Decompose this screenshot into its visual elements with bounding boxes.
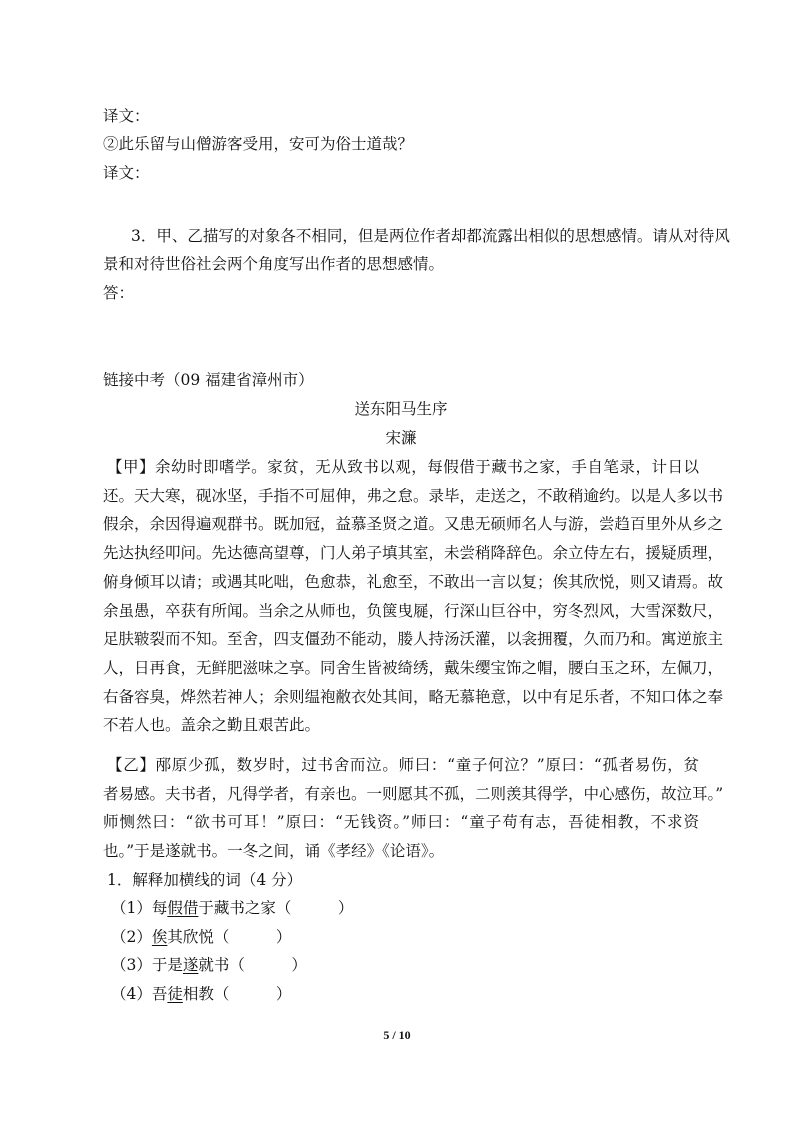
question-3-line-1: 3．甲、乙描写的对象各不相同，但是两位作者却都流露出相似的思想感情。请从对待风	[131, 227, 730, 245]
item-prefix: （2）	[111, 927, 152, 946]
question-2-item-2: ②此乐留与山僧游客受用，安可为俗士道哉？	[103, 135, 414, 153]
passage-title: 送东阳马生序	[354, 400, 448, 418]
item-prefix: （4）吾	[111, 985, 168, 1004]
passage-jia-line: 先达执经叩问。先达德高望尊，门人弟子填其室，未尝稍降辞色。余立侍左右，援疑质理，	[103, 544, 724, 563]
underlined-word: 遂	[182, 956, 199, 975]
item-suffix: 就书（ ）	[198, 956, 307, 975]
question-1-item	[111, 955, 307, 975]
passage-jia-line: 还。天大寒，砚冰坚，手指不可屈伸，弗之怠。录毕，走送之，不敢稍逾约。以是人多以书	[103, 486, 724, 505]
underlined-word: 徒	[167, 985, 183, 1004]
passage-jia-line: 【甲】余幼时即嗜学。家贫，无从致书以观，每假借于藏书之家，手自笔录，计日以	[107, 458, 699, 476]
passage-jia-line: 俯身倾耳以请；或遇其叱咄，色愈恭，礼愈至，不敢出一言以复；俟其欣悦，则又请焉。故	[103, 572, 724, 591]
passage-yi-line: 者易感。夫书者，凡得学者，有亲也。一则愿其不孤，二则羡其得学，中心感伤，故泣耳。”	[103, 784, 724, 803]
passage-yi-line: 【乙】邴原少孤，数岁时，过书舍而泣。师曰：“童子何泣？”原曰：“孤者易伤，贫	[107, 756, 699, 774]
item-suffix: 其欣悦（ ）	[167, 927, 292, 946]
translation-label-2: 译文：	[103, 164, 150, 182]
underlined-word: 假借	[167, 899, 199, 917]
passage-yi-line: 也。”于是遂就书。一冬之间，诵《孝经》《论语》。	[103, 842, 445, 861]
question-1-item	[111, 984, 291, 1004]
underlined-word: 俟	[151, 927, 168, 946]
question-1-stem: 1．解释加横线的词（4 分）	[107, 871, 303, 889]
passage-author: 宋濂	[385, 429, 417, 447]
passage-yi-line: 师恻然曰：“欲书可耳！”原曰：“无钱资。”师曰：“童子苟有志，吾徒相教，不求资	[103, 813, 699, 832]
passage-jia-line: 假余，余因得遍观群书。既加冠，益慕圣贤之道。又患无硕师名人与游，尝趋百里外从乡之	[103, 515, 724, 534]
page-number: 5 / 10	[383, 1028, 411, 1042]
passage-jia-line: 不若人也。盖余之勤且艰苦此。	[103, 716, 321, 735]
link-heading: 链接中考（09 福建省漳州市）	[103, 371, 314, 389]
item-suffix: 于藏书之家（ ）	[198, 899, 354, 917]
item-suffix: 相教（ ）	[182, 985, 292, 1004]
question-1-item	[111, 898, 353, 918]
item-prefix: （1）每	[111, 899, 168, 917]
passage-jia-line: 人，日再食，无鲜肥滋味之享。同舍生皆被绮绣，戴朱缨宝饰之帽，腰白玉之环，左佩刀，	[103, 658, 724, 677]
answer-label: 答：	[103, 284, 135, 302]
passage-jia-line: 足肤皲裂而不知。至舍，四支僵劲不能动，媵人持汤沃灌，以衾拥覆，久而乃和。寓逆旅主	[103, 630, 724, 649]
item-prefix: （3）于是	[111, 956, 183, 975]
question-1-item	[111, 927, 291, 947]
passage-jia-line: 余虽愚，卒获有所闻。当余之从师也，负箧曳屣，行深山巨谷中，穷冬烈风，大雪深数尺，	[103, 601, 724, 620]
question-3-line-2: 景和对待世俗社会两个角度写出作者的思想感情。	[103, 255, 445, 273]
translation-label-1: 译文：	[103, 107, 150, 125]
passage-jia-line: 右备容臭，烨然若神人；余则缊袍敝衣处其间，略无慕艳意，以中有足乐者，不知口体之奉	[103, 687, 724, 706]
